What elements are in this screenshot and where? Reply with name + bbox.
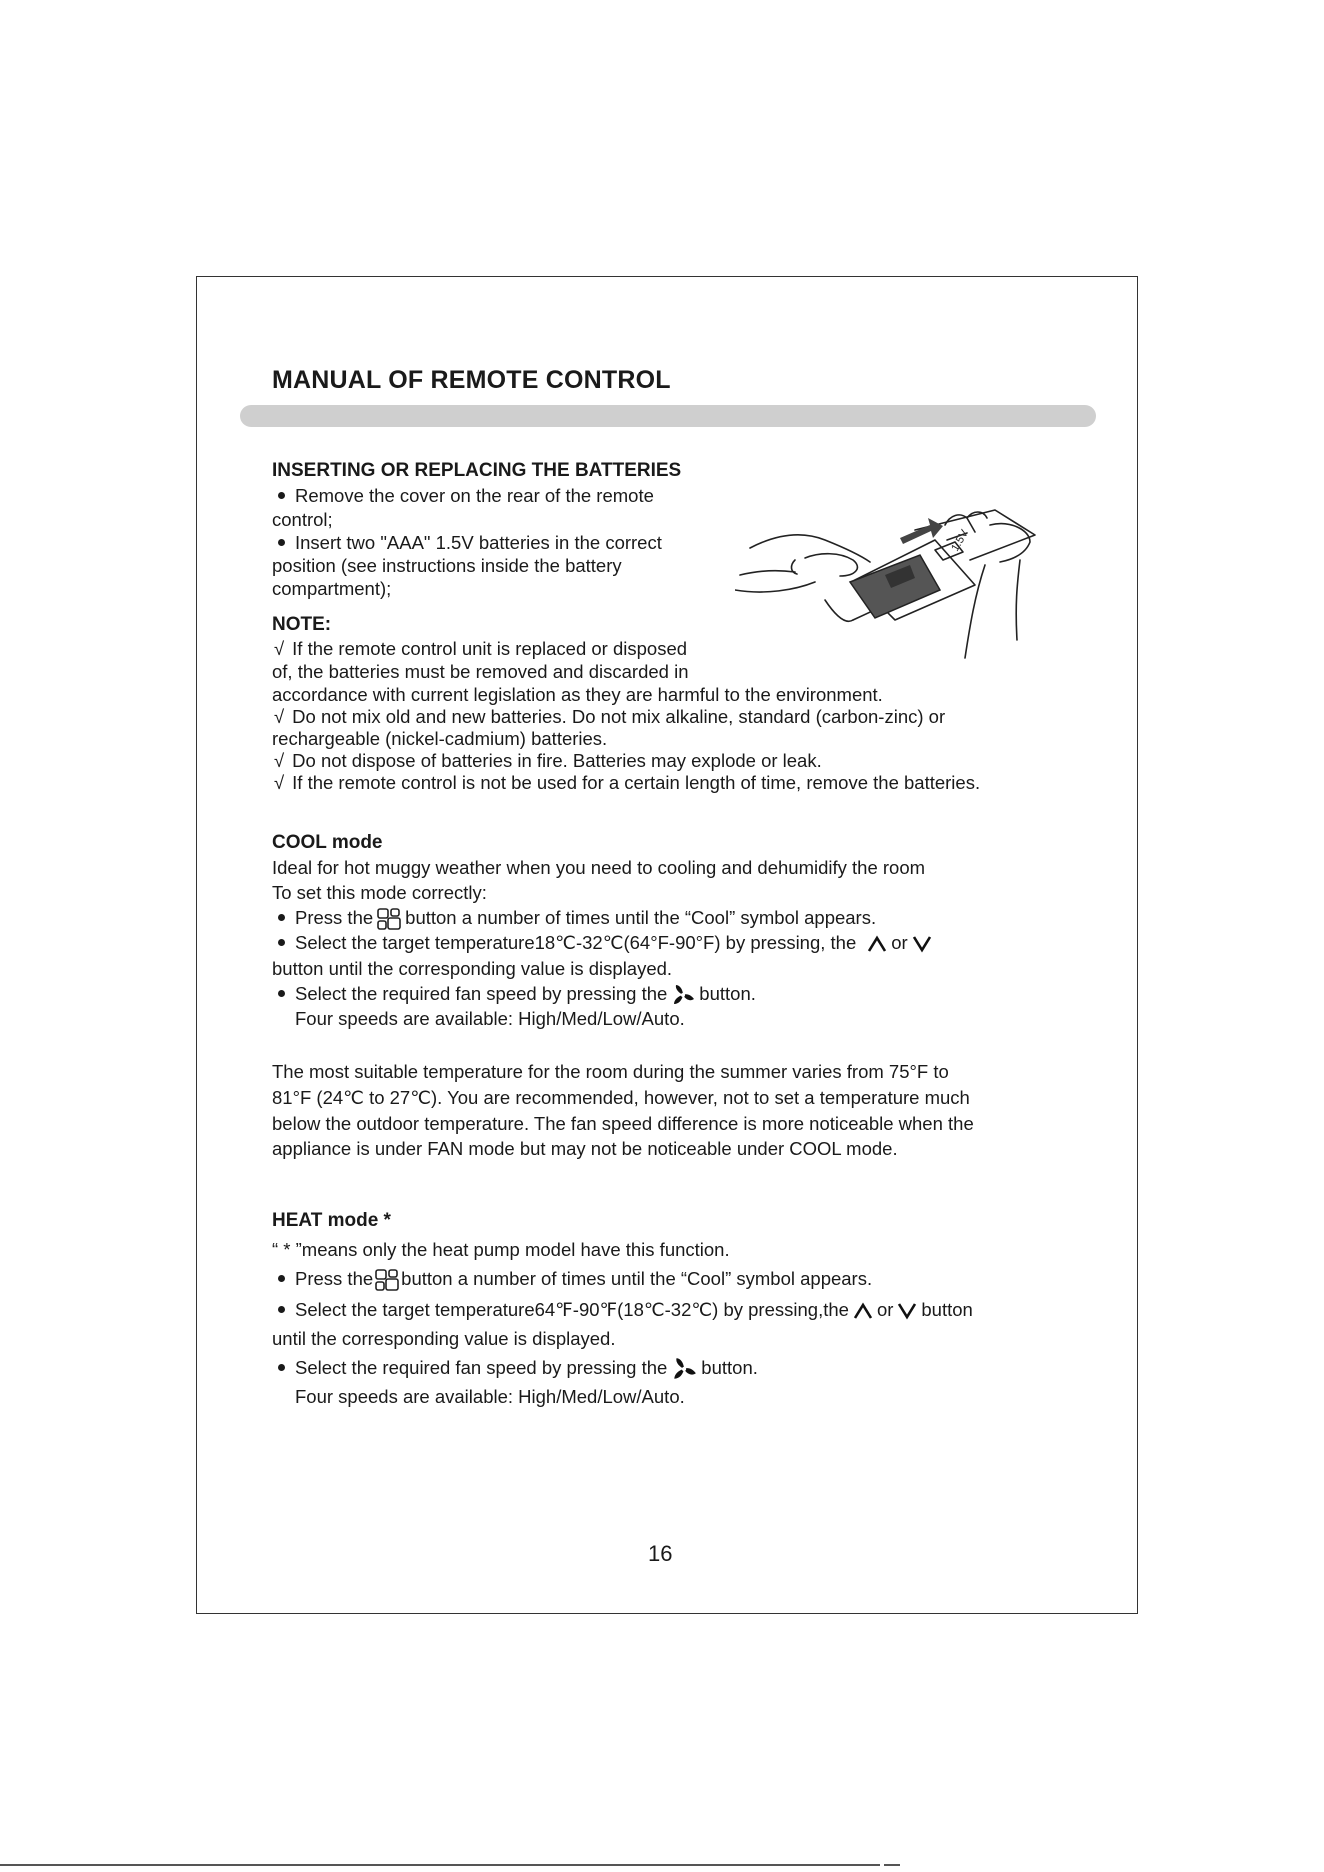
note-item-1-cont: of, the batteries must be removed and discarded in	[272, 661, 689, 682]
bullet-text: Select the required fan speed by pressing the	[295, 983, 668, 1004]
cool-bullet-2	[272, 931, 936, 955]
fan-speed-icon	[670, 983, 696, 1007]
bullet-icon	[278, 990, 285, 997]
svg-text:1.5V: 1.5V	[949, 527, 971, 554]
cool-paragraph-line-1: The most suitable temperature for the room during the summer varies from 75°F to	[272, 1061, 949, 1082]
cool-paragraph-line-2: 81°F (24℃ to 27℃). You are recommended, however, not to set a temperature much	[272, 1087, 970, 1108]
bullet-text: button	[921, 1299, 973, 1320]
cool-bullet-3	[272, 982, 756, 1007]
heat-bullet-3-cont: Four speeds are available: High/Med/Low/Auto.	[295, 1386, 685, 1407]
batteries-heading: INSERTING OR REPLACING THE BATTERIES	[272, 460, 682, 481]
cool-paragraph-line-4: appliance is under FAN mode but may not be noticeable under COOL mode.	[272, 1138, 898, 1159]
mode-button-icon	[374, 1268, 400, 1292]
page-title: MANUAL OF REMOTE CONTROL	[272, 366, 671, 394]
down-arrow-icon	[896, 1302, 918, 1320]
batteries-bullet-2-cont: position (see instructions inside the battery	[272, 555, 622, 576]
battery-insertion-illustration	[735, 500, 1040, 665]
bottom-edge-rule	[0, 1864, 880, 1866]
cool-bullet-3-cont: Four speeds are available: High/Med/Low/Auto.	[295, 1008, 685, 1029]
cool-intro-1: Ideal for hot muggy weather when you need to cooling and dehumidify the room	[272, 857, 926, 878]
or-text: or	[876, 1299, 894, 1320]
cool-bullet-1	[272, 906, 876, 931]
down-arrow-icon	[911, 935, 933, 953]
cool-mode-heading: COOL mode	[272, 832, 383, 853]
note-item-2-cont: rechargeable (nickel-cadmium) batteries.	[272, 728, 608, 749]
note-item-1	[272, 637, 687, 661]
cool-bullet-2-cont: button until the corresponding value is displayed.	[272, 958, 673, 979]
heat-bullet-1	[272, 1267, 872, 1292]
page-number: 16	[648, 1541, 673, 1566]
heat-bullet-2-cont: until the corresponding value is displayed.	[272, 1328, 616, 1349]
bullet-text: Insert two "AAA" 1.5V batteries in the correct	[295, 532, 662, 553]
bullet-text: Press the	[295, 1268, 374, 1289]
check-mark-icon: √	[274, 772, 285, 793]
cool-paragraph-line-3: below the outdoor temperature. The fan speed difference is more noticeable when the	[272, 1113, 974, 1134]
bullet-text: Select the target temperature64℉-90℉(18℃-32℃) by pressing,the	[295, 1299, 849, 1320]
bullet-icon	[278, 939, 285, 946]
note-text: Do not dispose of batteries in fire. Batteries may explode or leak.	[292, 750, 822, 771]
heat-bullet-3	[272, 1356, 758, 1382]
or-text: or	[891, 932, 908, 953]
bullet-icon	[278, 539, 285, 546]
batteries-bullet-2-cont2: compartment);	[272, 578, 392, 599]
check-mark-icon: √	[274, 750, 285, 771]
bullet-text: Remove the cover on the rear of the remote	[295, 485, 654, 506]
note-heading: NOTE:	[272, 614, 332, 635]
batteries-bullet-1-cont: control;	[272, 509, 333, 530]
check-mark-icon: √	[274, 638, 285, 659]
bullet-text: button.	[699, 983, 756, 1004]
up-arrow-icon	[852, 1302, 874, 1320]
note-item-3	[272, 749, 822, 773]
bullet-text: button.	[701, 1357, 758, 1378]
heat-mode-heading: HEAT mode *	[272, 1210, 391, 1231]
note-item-1-cont2: accordance with current legislation as they are harmful to the environment.	[272, 684, 883, 705]
note-text: If the remote control is not be used for a certain length of time, remove the batteries.	[292, 772, 981, 793]
note-text: Do not mix old and new batteries. Do not mix alkaline, standard (carbon-zinc) or	[292, 706, 946, 727]
heat-bullet-2	[272, 1298, 973, 1322]
bullet-icon	[278, 1275, 285, 1282]
note-item-2	[272, 705, 945, 729]
heat-intro: “ * ”means only the heat pump model have this function.	[272, 1239, 730, 1260]
mode-button-icon	[376, 907, 402, 931]
up-arrow-icon	[866, 935, 888, 953]
bullet-icon	[278, 914, 285, 921]
bullet-text: Select the target temperature18℃-32℃(64°F-90°F) by pressing, the	[295, 932, 857, 953]
fan-speed-icon	[670, 1356, 698, 1382]
title-divider-bar	[240, 405, 1096, 427]
bottom-edge-rule-end	[884, 1864, 900, 1866]
batteries-bullet-1	[272, 484, 654, 508]
bullet-icon	[278, 1364, 285, 1371]
check-mark-icon: √	[274, 706, 285, 727]
note-item-4	[272, 771, 980, 795]
batteries-bullet-2	[272, 531, 662, 555]
cool-intro-2: To set this mode correctly:	[272, 882, 487, 903]
bullet-text: button a number of times until the “Cool” symbol appears.	[405, 907, 877, 928]
bullet-text: button a number of times until the “Cool” symbol appears.	[401, 1268, 873, 1289]
bullet-text: Select the required fan speed by pressing the	[295, 1357, 668, 1378]
bullet-icon	[278, 492, 285, 499]
note-text: If the remote control unit is replaced or disposed	[292, 638, 688, 659]
bullet-text: Press the	[295, 907, 374, 928]
bullet-icon	[278, 1306, 285, 1313]
